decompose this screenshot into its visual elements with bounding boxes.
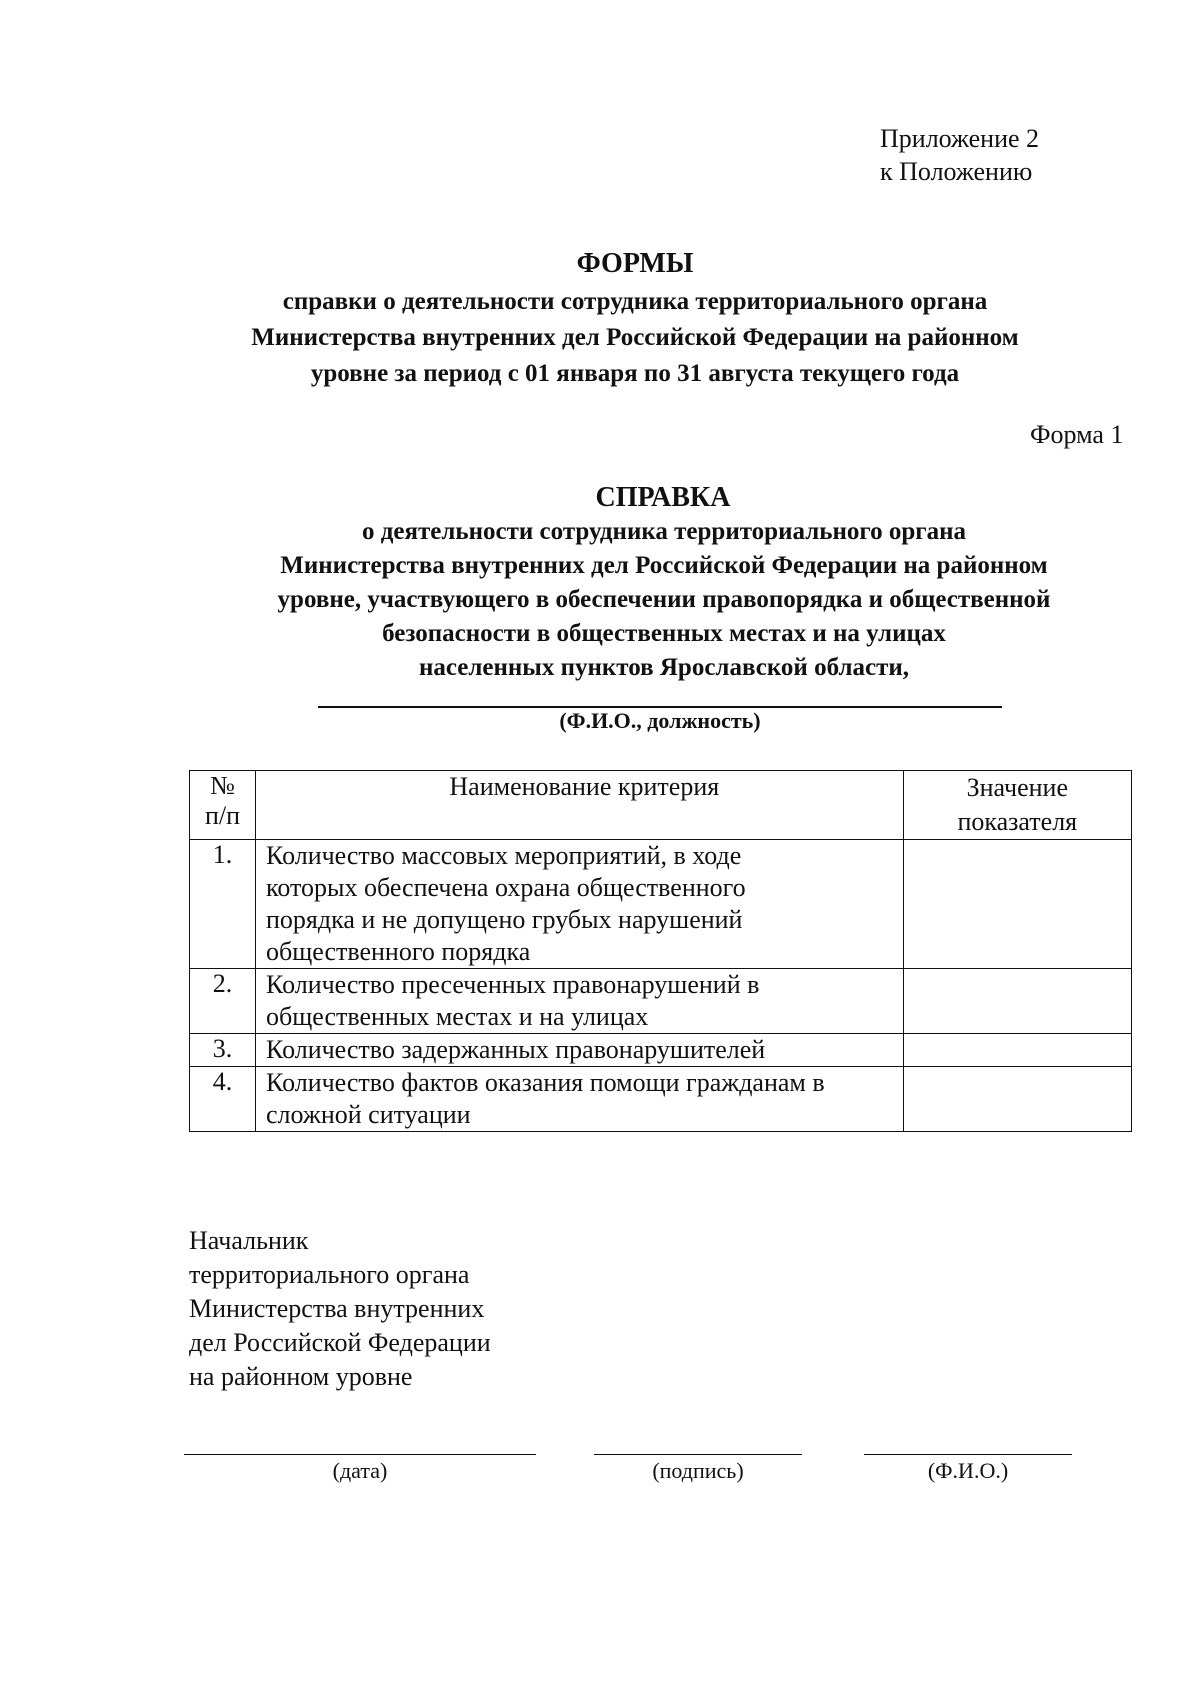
header-num-line-1: № xyxy=(210,771,235,800)
criterion-line: Количество массовых мероприятий, в ходе xyxy=(266,841,742,870)
chief-line: дел Российской Федерации xyxy=(189,1328,491,1357)
table-row xyxy=(190,840,1132,969)
date-input-line[interactable] xyxy=(184,1454,536,1455)
row-num: 1. xyxy=(190,840,256,969)
chief-line: территориального органа xyxy=(189,1260,470,1289)
header-value-line-1: Значение xyxy=(966,773,1069,802)
criterion-line: Количество фактов оказания помощи гражданам в xyxy=(266,1068,825,1097)
fio-sign-input-line[interactable] xyxy=(864,1454,1072,1455)
criterion-line: общественного порядка xyxy=(266,937,531,966)
spravka-subtitle-line: уровне, участвующего в обеспечении правопорядка и общественной xyxy=(277,586,1051,613)
forms-subtitle xyxy=(100,284,1170,392)
criterion-line: Количество задержанных правонарушителей xyxy=(266,1035,766,1064)
criterion-line: Количество пресеченных правонарушений в xyxy=(266,970,760,999)
spravka-subtitle-line: о деятельности сотрудника территориального органа xyxy=(361,518,967,545)
table-header-row xyxy=(190,771,1132,840)
spravka-subtitle xyxy=(150,515,1178,685)
forms-subtitle-line: уровне за период с 01 января по 31 августа текущего года xyxy=(310,360,960,387)
row-value-cell[interactable] xyxy=(903,969,1131,1034)
appendix-block xyxy=(880,122,1039,188)
appendix-line-1: Приложение 2 xyxy=(880,124,1040,153)
table-row xyxy=(190,969,1132,1034)
chief-line: Начальник xyxy=(189,1226,309,1255)
date-caption: (дата) xyxy=(332,1458,388,1483)
chief-line: Министерства внутренних xyxy=(189,1294,485,1323)
forms-subtitle-line: Министерства внутренних дел Российской Федерации на районном xyxy=(251,324,1019,351)
row-criterion xyxy=(256,840,904,969)
row-criterion xyxy=(256,1067,904,1132)
criterion-line: которых обеспечена охрана общественного xyxy=(266,873,746,902)
table-row xyxy=(190,1067,1132,1132)
table-row xyxy=(190,1034,1132,1067)
spravka-title: СПРАВКА xyxy=(595,482,731,513)
signature-caption: (подпись) xyxy=(652,1458,744,1483)
chief-line: на районном уровне xyxy=(189,1362,413,1391)
header-value xyxy=(903,771,1131,840)
criteria-table xyxy=(189,770,1132,1132)
criterion-line: порядка и не допущено грубых нарушений xyxy=(266,905,743,934)
header-num xyxy=(190,771,256,840)
spravka-subtitle-line: населенных пунктов Ярославской области, xyxy=(418,654,910,681)
row-num: 4. xyxy=(190,1067,256,1132)
fio-caption: (Ф.И.О., должность) xyxy=(559,708,761,733)
appendix-line-2: к Положению xyxy=(880,157,1033,186)
spravka-subtitle-line: безопасности в общественных местах и на улицах xyxy=(382,620,946,647)
row-value-cell[interactable] xyxy=(903,1034,1131,1067)
forms-subtitle-line: справки о деятельности сотрудника территориального органа xyxy=(282,288,988,315)
chief-signature-title xyxy=(189,1224,491,1394)
criterion-line: общественных местах и на улицах xyxy=(266,1002,649,1031)
forms-title: ФОРМЫ xyxy=(576,248,694,279)
row-criterion xyxy=(256,969,904,1034)
header-value-line-2: показателя xyxy=(957,807,1078,836)
row-value-cell[interactable] xyxy=(903,840,1131,969)
row-num: 3. xyxy=(190,1034,256,1067)
signature-input-line[interactable] xyxy=(594,1454,802,1455)
form-label: Форма 1 xyxy=(1030,420,1124,449)
spravka-subtitle-line: Министерства внутренних дел Российской Федерации на районном xyxy=(280,552,1048,579)
row-value-cell[interactable] xyxy=(903,1067,1131,1132)
criterion-line: сложной ситуации xyxy=(266,1100,471,1129)
row-num: 2. xyxy=(190,969,256,1034)
header-num-line-2: п/п xyxy=(204,801,241,830)
row-criterion xyxy=(256,1034,904,1067)
header-name: Наименование критерия xyxy=(256,771,904,840)
fio-sign-caption: (Ф.И.О.) xyxy=(927,1458,1009,1483)
